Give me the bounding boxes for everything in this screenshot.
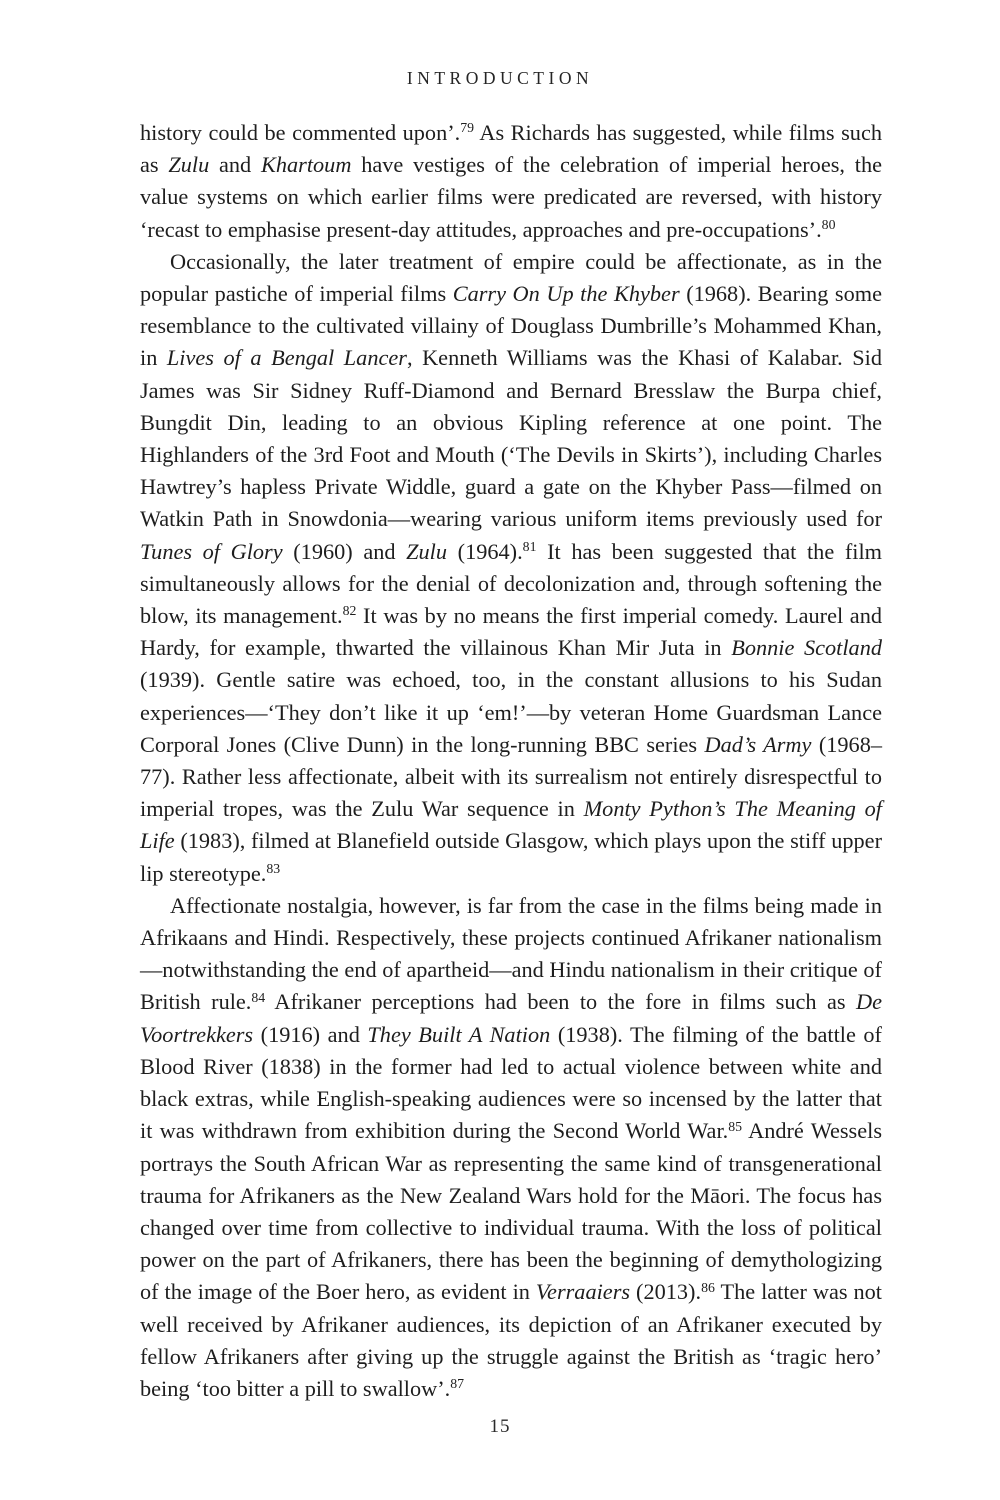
text-run: As Richards has suggested, while films such as bbox=[140, 120, 882, 178]
text-run: (1939). Gentle satire was echoed, too, in the constant allusions to his Sudan experiences—‘They don’t like it up ‘em!’—by veteran Home Guardsman Lance Corporal Jones (Clive Dunn) in the long-running BBC series bbox=[140, 667, 882, 757]
footnote-reference: 86 bbox=[701, 1279, 715, 1295]
body-paragraph bbox=[140, 890, 882, 1405]
footnote-reference: 83 bbox=[266, 861, 281, 877]
text-run: and bbox=[209, 152, 261, 178]
text-run: Dad’s Army bbox=[704, 731, 812, 757]
footnote-reference: 82 bbox=[342, 603, 357, 619]
text-run: (1983), filmed at Blanefield outside Glasgow, which plays upon the stiff upper lip stereotype. bbox=[140, 828, 882, 886]
text-run: Tunes of Glory bbox=[140, 538, 283, 564]
footnote-reference: 87 bbox=[450, 1376, 465, 1392]
footnote-reference: 80 bbox=[821, 217, 836, 233]
text-run: (1938). The filming of the battle of Blood River (1838) in the former had led to actual violence between white and black extras, while English-speaking audiences were so incensed by the latter that it was withdrawn from exhibition during the Second World War. bbox=[140, 1021, 882, 1144]
text-run: (1960) and bbox=[282, 538, 407, 564]
text-run: Zulu bbox=[406, 538, 448, 564]
chapter-running-head: INTRODUCTION bbox=[406, 68, 594, 88]
text-run: They Built A Nation bbox=[367, 1021, 551, 1047]
text-run: It was by no means the first imperial comedy. Laurel and Hardy, for example, thwarted the villainous Khan Mir Juta in bbox=[140, 603, 883, 661]
text-run: De Voortrekkers bbox=[140, 989, 882, 1047]
text-run: It has been suggested that the film simultaneously allows for the denial of decolonization and, through softening the blow, its management. bbox=[140, 538, 882, 629]
text-run: Occasionally, the later treatment of empire could be affectionate, as in the popular pastiche of imperial films bbox=[140, 248, 882, 307]
body-text-block bbox=[140, 117, 882, 1405]
text-run: André Wessels portrays the South African War as representing the same kind of transgenerational trauma for Afrikaners as the New Zealand Wars hold for the Māori. The focus has changed over time from collective to individual trauma. With the loss of political power on the part of Afrikaners, there has been the beginning of demythologizing of the image of the Boer hero, as evident in bbox=[140, 1118, 883, 1305]
text-run: Zulu bbox=[168, 152, 210, 178]
text-run: , Kenneth Williams was the Khasi of Kalabar. Sid James was Sir Sidney Ruff-Diamond and Bernard Bresslaw the Burpa chief, Bungdit Din, leading to an obvious Kipling reference at one point. The Highlanders of the 3rd Foot and Mouth (‘The Devils in Skirts’), including Charles Hawtrey’s hapless Private Widdle, guard a gate on the Khyber Pass—filmed on Watkin Path in Snowdonia—wearing various uniform items previously used for bbox=[140, 345, 882, 532]
text-run: Lives of a Bengal Lancer bbox=[166, 345, 407, 371]
text-run: Khartoum bbox=[260, 152, 352, 178]
footnote-reference: 85 bbox=[728, 1118, 743, 1134]
text-run: (1964). bbox=[447, 538, 523, 564]
footnote-reference: 84 bbox=[251, 989, 266, 1005]
text-run: Bonnie Scotland bbox=[731, 635, 882, 661]
text-run: (2013). bbox=[630, 1279, 702, 1305]
page-number: 15 bbox=[489, 1416, 511, 1437]
text-run: (1916) and bbox=[253, 1021, 368, 1047]
text-run: Afrikaner perceptions had been to the fore in films such as bbox=[265, 989, 856, 1015]
body-paragraph bbox=[140, 246, 882, 890]
footnote-reference: 79 bbox=[460, 120, 475, 136]
text-run: Monty Python’s The Meaning of Life bbox=[140, 796, 882, 854]
text-run: The latter was not well received by Afrikaner audiences, its depiction of an Afrikaner executed by fellow Afrikaners after giving up the struggle against the British as ‘tragic hero’ being ‘too bitter a pill to swallow’. bbox=[140, 1279, 882, 1401]
text-run: Verraaiers bbox=[535, 1279, 631, 1305]
text-run: history could be commented upon’. bbox=[140, 120, 461, 145]
text-run: (1968). Bearing some resemblance to the cultivated villainy of Douglass Dumbrille’s Mohammed Khan, in bbox=[140, 281, 882, 371]
footnote-reference: 81 bbox=[522, 539, 537, 555]
text-run: Affectionate nostalgia, however, is far from the case in the films being made in Afrikaans and Hindi. Respectively, these projects continued Afrikaner nationalism—notwithstanding the end of apartheid—and Hindu nationalism in their critique of British rule. bbox=[140, 892, 882, 1015]
text-run: have vestiges of the celebration of imperial heroes, the value systems on which earlier films were predicated are reversed, with history ‘recast to emphasise present-day attitudes, approaches and pre-occupations’. bbox=[140, 152, 882, 242]
body-paragraph bbox=[140, 117, 882, 246]
text-run: (1968–77). Rather less affectionate, albeit with its surrealism not entirely disrespectful to imperial tropes, was the Zulu War sequence in bbox=[140, 731, 882, 822]
text-run: Carry On Up the Khyber bbox=[452, 281, 680, 307]
